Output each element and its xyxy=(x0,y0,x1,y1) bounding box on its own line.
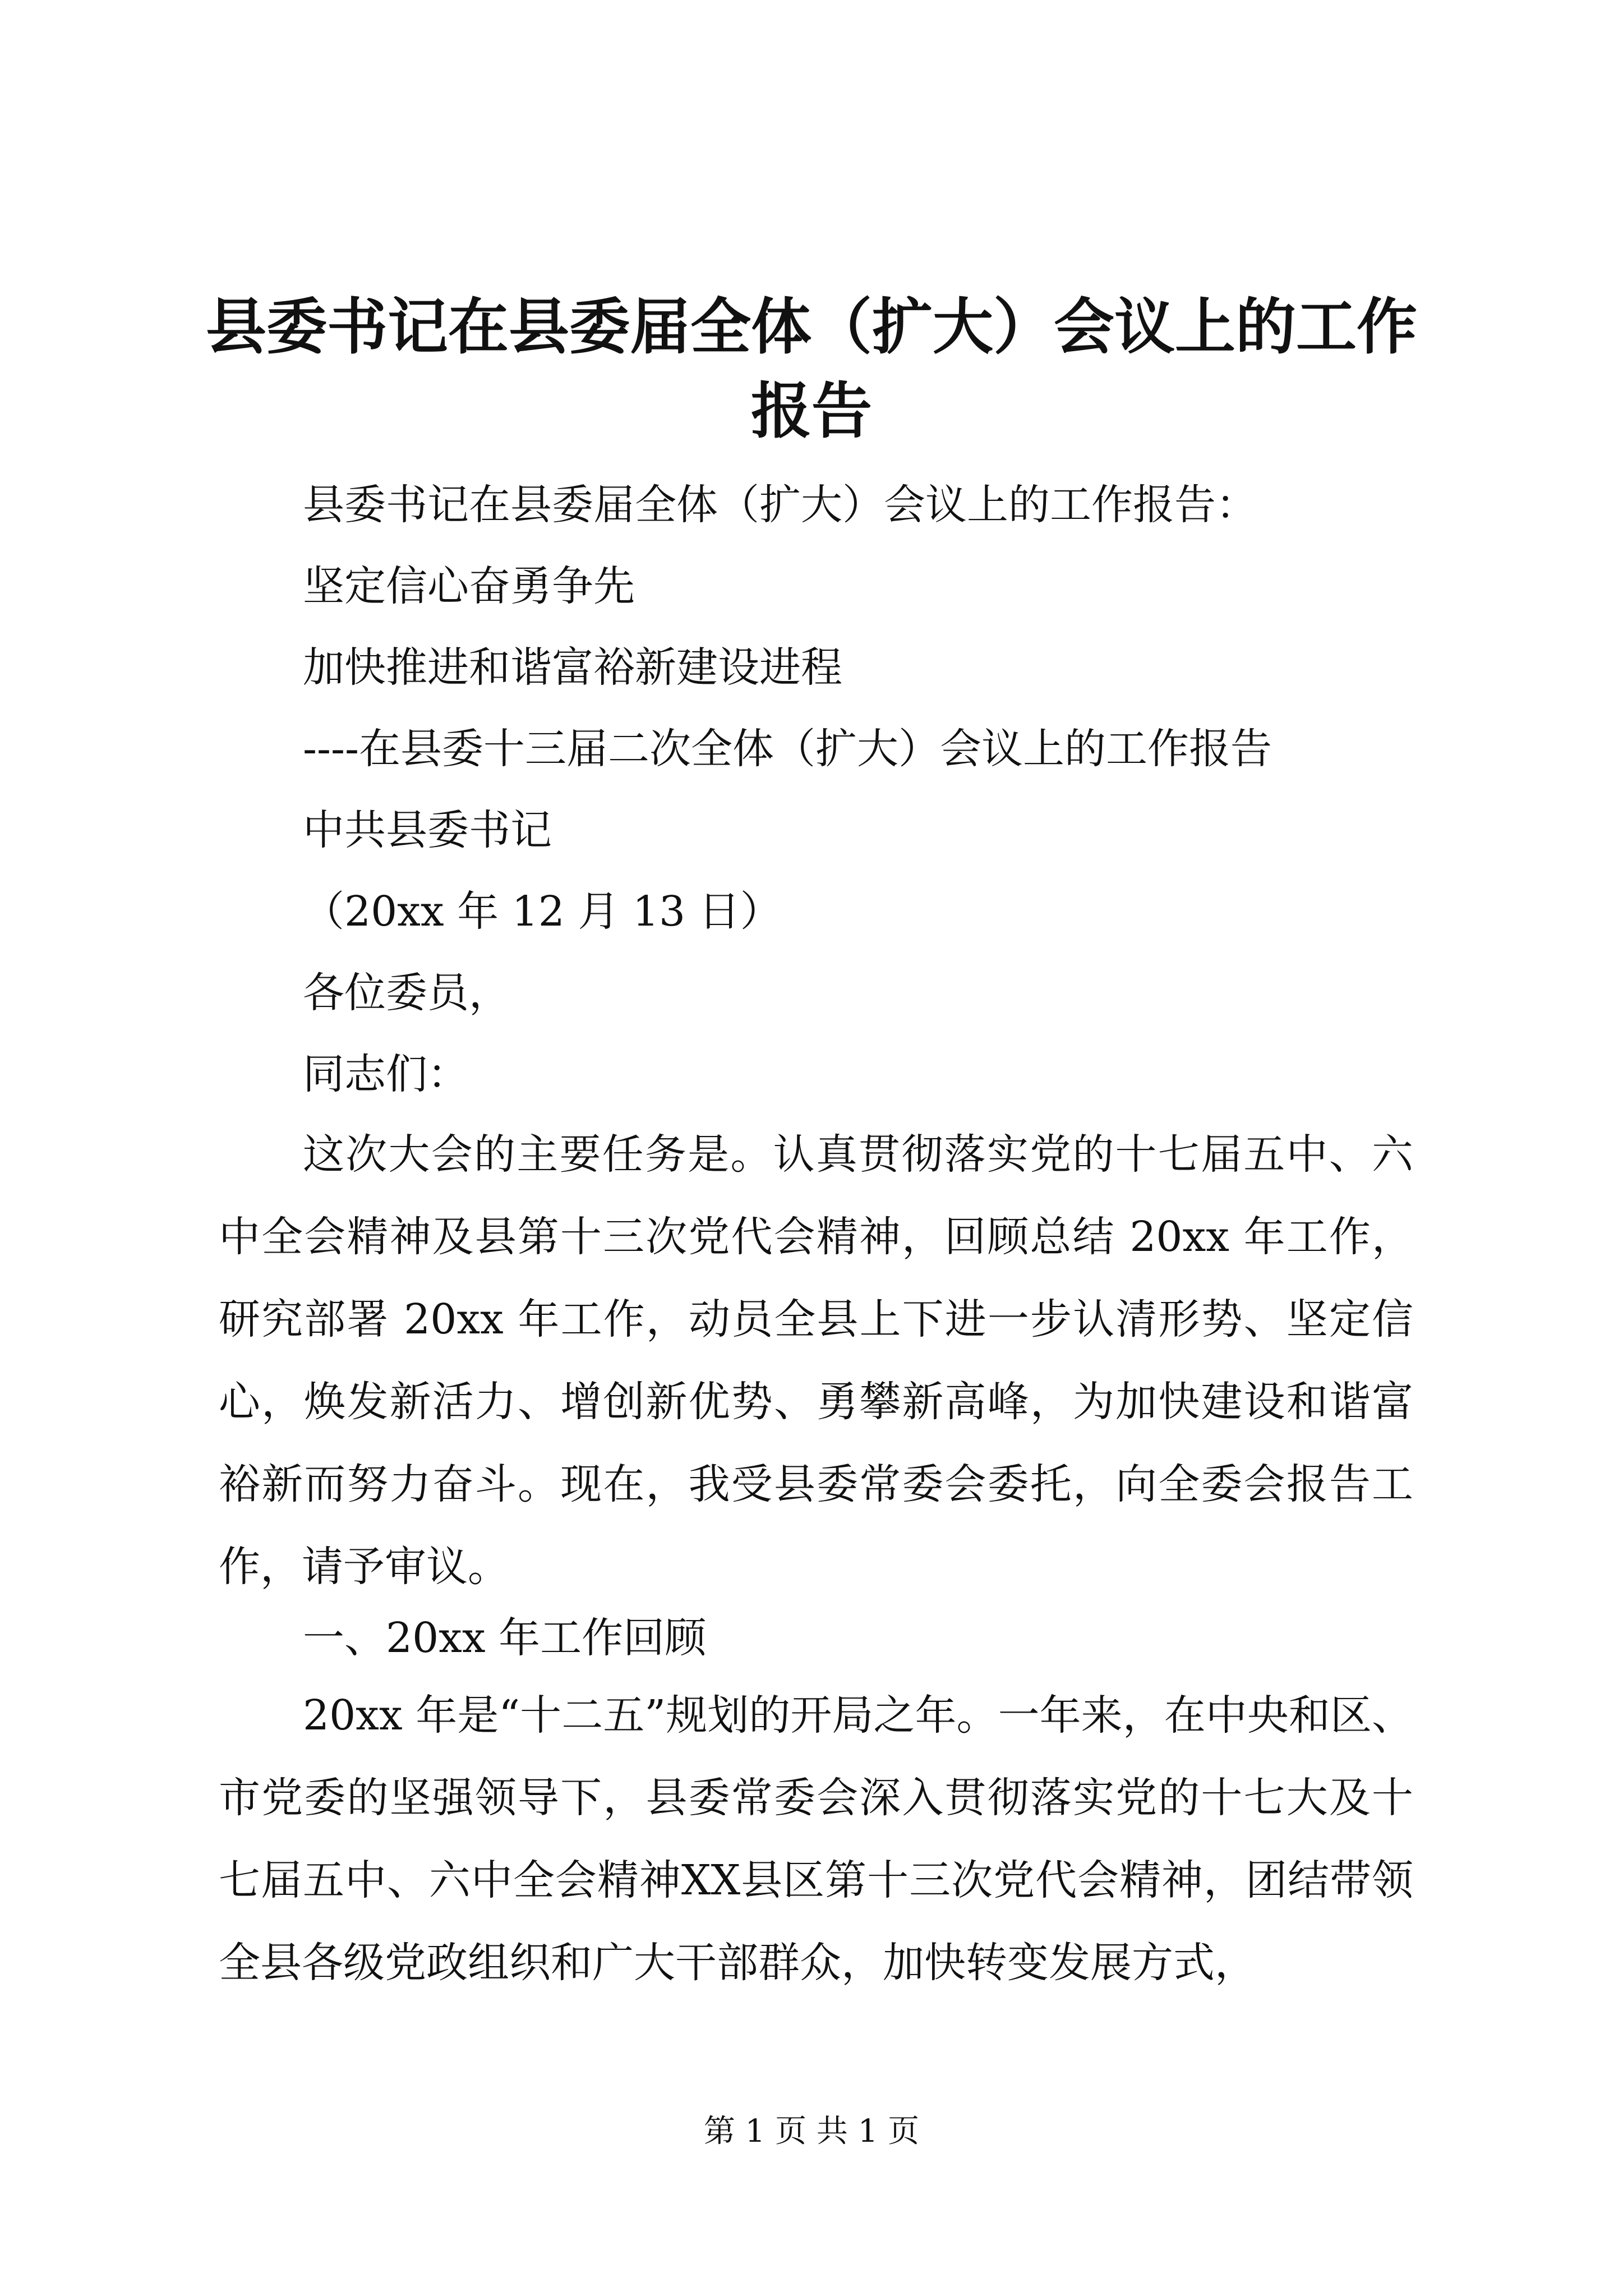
author-line: 中共县委书记 xyxy=(303,806,552,854)
body-paragraph-2: 20xx 年是“十二五”规划的开局之年。一年来，在中央和区、市党委的坚强领导下，县委常委会深入贯彻落实党的十七大及十七届五中、六中全会精神XX县区第十三次党代会精神，团结带领全县各级党政组织和广大干部群众，加快转变发展方式， xyxy=(219,1691,1413,1987)
date-line: （20xx 年 12 月 13 日） xyxy=(303,887,782,936)
document-title-line-1: 县委书记在县委届全体（扩大）会议上的工作 xyxy=(205,292,1417,362)
slogan-line-1: 坚定信心奋勇争先 xyxy=(303,562,635,610)
page-footer: 第 1 页 共 1 页 xyxy=(703,2113,920,2150)
body-paragraph-1: 这次大会的主要任务是。认真贯彻落实党的十七届五中、六中全会精神及县第十三次党代会精神，回顾总结 20xx 年工作，研究部署 20xx 年工作，动员全县上下进一步认清形势、坚定信心，焕发新活力、增创新优势、勇攀新高峰，为加快建设和谐富裕新而努力奋斗。现在，我受县委常委会委托，向全委会报告工作，请予审议。 xyxy=(219,1130,1413,1591)
report-occasion-line: ----在县委十三届二次全体（扩大）会议上的工作报告 xyxy=(303,725,1272,773)
salutation-line-1: 各位委员， xyxy=(303,969,510,1017)
document-title-line-2: 报告 xyxy=(750,376,872,447)
slogan-line-2: 加快推进和谐富裕新建设进程 xyxy=(303,643,842,692)
subtitle-line: 县委书记在县委届全体（扩大）会议上的工作报告： xyxy=(303,481,1257,529)
salutation-line-2: 同志们： xyxy=(303,1050,469,1098)
section-heading: 一、20xx 年工作回顾 xyxy=(303,1614,707,1662)
